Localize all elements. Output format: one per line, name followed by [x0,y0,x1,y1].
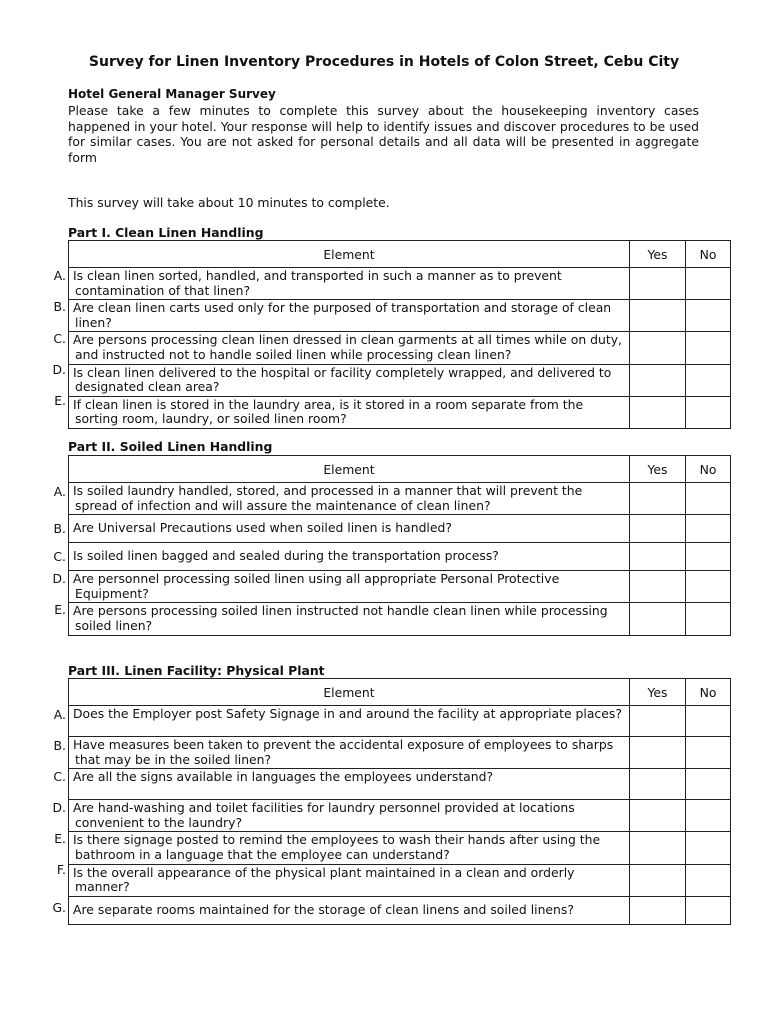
table-row [69,515,731,543]
column-header-yes: Yes [630,679,686,706]
table-row [69,896,731,924]
item-letter: A. [53,484,66,499]
question-text: Have measures been taken to prevent the accidental exposure of employees to sharps that may be in the soiled linen? [73,737,614,767]
yes-cell[interactable] [630,864,686,896]
column-header-element: Element [69,456,630,483]
part-2-title: Part II. Soiled Linen Handling [68,439,273,454]
question-text: Is the overall appearance of the physical plant maintained in a clean and orderly manner? [73,864,575,895]
no-cell[interactable] [686,300,731,332]
item-letter: A. [53,268,66,283]
item-letter: B. [53,521,66,536]
no-cell[interactable] [686,515,731,543]
no-cell[interactable] [686,896,731,924]
question-text: If clean linen is stored in the laundry area, is it stored in a room separate from the sorting room, laundry, or soiled linen room? [73,396,584,427]
no-cell[interactable] [686,268,731,300]
part-3-table [68,678,731,925]
document-title: Survey for Linen Inventory Procedures in Hotels of Colon Street, Cebu City [88,54,680,70]
column-header-no: No [686,679,731,706]
yes-cell[interactable] [630,268,686,300]
question-text: Are persons processing soiled linen instructed not handle clean linen while processing soiled linen? [73,603,608,633]
question-text: Does the Employer post Safety Signage in and around the facility at appropriate places? [73,706,622,721]
part-1-title: Part I. Clean Linen Handling [68,225,264,240]
question-text: Are separate rooms maintained for the storage of clean linens and soiled linens? [73,901,574,917]
yes-cell[interactable] [630,483,686,515]
yes-cell[interactable] [630,300,686,332]
intro-paragraph: Please take a few minutes to complete this survey about the housekeeping inventory cases happened in your hotel. Your response will help to identify issues and discover procedures to be used for similar cases. You are not asked for personal details and all data will be presented in aggregate form [68,103,699,165]
question-text: Is soiled linen bagged and sealed during the transportation process? [73,548,499,564]
item-letter: E. [54,831,66,846]
table-row [69,300,731,332]
yes-cell[interactable] [630,769,686,800]
yes-cell[interactable] [630,396,686,428]
no-cell[interactable] [686,603,731,635]
item-letter: D. [52,362,66,377]
question-text: Is clean linen sorted, handled, and transported in such a manner as to prevent contamination of that linen? [73,268,562,298]
no-cell[interactable] [686,364,731,396]
no-cell[interactable] [686,706,731,737]
table-row [69,364,731,396]
item-letter: E. [54,393,66,408]
table-row [69,769,731,800]
no-cell[interactable] [686,769,731,800]
no-cell[interactable] [686,332,731,364]
column-header-element: Element [69,679,630,706]
survey-subtitle: Hotel General Manager Survey [68,87,276,101]
table-row [69,864,731,896]
table-row [69,800,731,832]
yes-cell[interactable] [630,706,686,737]
no-cell[interactable] [686,737,731,769]
column-header-element: Element [69,241,630,268]
yes-cell[interactable] [630,800,686,832]
yes-cell[interactable] [630,332,686,364]
table-row [69,832,731,864]
table-row [69,332,731,364]
no-cell[interactable] [686,832,731,864]
item-letter: E. [54,602,66,617]
yes-cell[interactable] [630,832,686,864]
item-letter: B. [53,738,66,753]
table-row [69,603,731,635]
duration-note: This survey will take about 10 minutes to complete. [68,195,390,210]
table-row [69,706,731,737]
question-text: Are persons processing clean linen dressed in clean garments at all times while on duty, and instructed not to handle soiled linen while processing clean linen? [73,332,622,362]
no-cell[interactable] [686,800,731,832]
table-row [69,737,731,769]
no-cell[interactable] [686,543,731,571]
yes-cell[interactable] [630,571,686,603]
table-row [69,268,731,300]
item-letter: C. [53,331,66,346]
part-1-table [68,240,731,429]
item-letter: D. [52,800,66,815]
question-text: Is clean linen delivered to the hospital or facility completely wrapped, and delivered to designated clean area? [73,364,612,395]
column-header-yes: Yes [630,456,686,483]
part-3-title: Part III. Linen Facility: Physical Plant [68,663,325,678]
item-letter: C. [53,769,66,784]
yes-cell[interactable] [630,737,686,769]
question-text: Are Universal Precautions used when soiled linen is handled? [73,520,452,536]
question-text: Is there signage posted to remind the employees to wash their hands after using the bathroom in a language that the employee can understand? [73,832,601,862]
item-letter: D. [52,571,66,586]
table-header-row [69,456,731,483]
question-text: Is soiled laundry handled, stored, and processed in a manner that will prevent the spread of infection and will assure the maintenance of clean linen? [73,483,583,513]
yes-cell[interactable] [630,515,686,543]
no-cell[interactable] [686,864,731,896]
column-header-no: No [686,241,731,268]
table-row [69,483,731,515]
item-letter: B. [53,299,66,314]
no-cell[interactable] [686,396,731,428]
yes-cell[interactable] [630,603,686,635]
table-header-row [69,679,731,706]
table-row [69,571,731,603]
column-header-no: No [686,456,731,483]
question-text: Are personnel processing soiled linen using all appropriate Personal Protective Equipment? [73,571,560,601]
no-cell[interactable] [686,483,731,515]
item-letter: G. [52,900,66,915]
question-text: Are all the signs available in languages the employees understand? [73,769,494,785]
table-header-row [69,241,731,268]
part-2-table [68,455,731,636]
item-letter: F. [56,862,66,877]
column-header-yes: Yes [630,241,686,268]
item-letter: C. [53,549,66,564]
table-row [69,543,731,571]
no-cell[interactable] [686,571,731,603]
yes-cell[interactable] [630,896,686,924]
yes-cell[interactable] [630,364,686,396]
table-row [69,396,731,428]
question-text: Are clean linen carts used only for the purposed of transportation and storage of clean linen? [73,300,612,330]
question-text: Are hand-washing and toilet facilities for laundry personnel provided at locations convenient to the laundry? [73,800,575,830]
item-letter: A. [53,707,66,722]
yes-cell[interactable] [630,543,686,571]
